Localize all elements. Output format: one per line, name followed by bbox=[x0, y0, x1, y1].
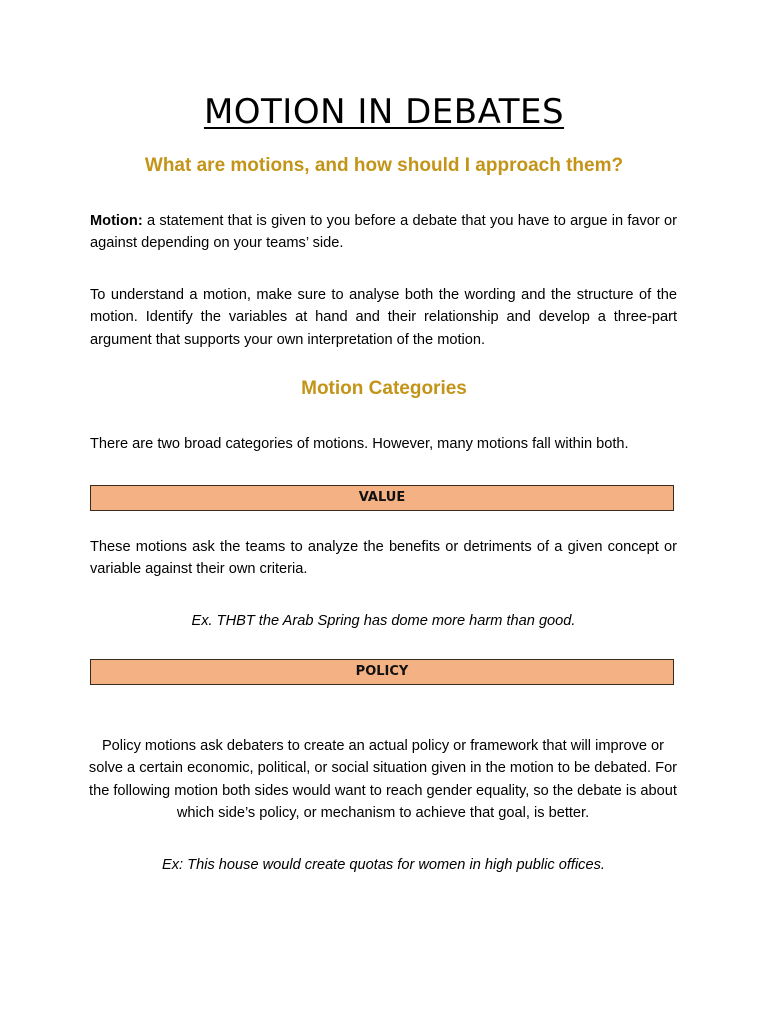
document-subtitle: What are motions, and how should I approach them? bbox=[144, 155, 624, 176]
motion-definition-paragraph bbox=[90, 210, 677, 255]
policy-banner: POLICY bbox=[90, 659, 674, 685]
categories-intro-paragraph: There are two broad categories of motions. However, many motions fall within both. bbox=[90, 436, 629, 452]
policy-description: Policy motions ask debaters to create an actual policy or framework that will improve or solve a certain economic, political, or social situation given in the motion to be debated. For the following motion both sides would want to reach gender equality, so the debate is about which side’s policy, or mechanism to achieve that goal, is better. bbox=[88, 738, 678, 822]
value-banner: VALUE bbox=[90, 485, 674, 511]
document-title: MOTION IN DEBATES bbox=[203, 92, 565, 132]
definition-term: Motion: bbox=[90, 213, 143, 229]
categories-heading: Motion Categories bbox=[301, 378, 467, 399]
policy-example: Ex: This house would create quotas for women in high public offices. bbox=[162, 857, 605, 873]
definition-text: a statement that is given to you before a debate that you have to argue in favor or against depending on your teams’ side. bbox=[90, 213, 677, 252]
understand-motion-paragraph: To understand a motion, make sure to analyse both the wording and the structure of the motion. Identify the variables at hand and their relationship and develop a three-part argument that supports your own interpretation of the motion. bbox=[90, 287, 677, 348]
value-example: Ex. THBT the Arab Spring has dome more harm than good. bbox=[191, 613, 576, 629]
value-description: These motions ask the teams to analyze the benefits or detriments of a given concept or variable against their own criteria. bbox=[90, 539, 677, 578]
